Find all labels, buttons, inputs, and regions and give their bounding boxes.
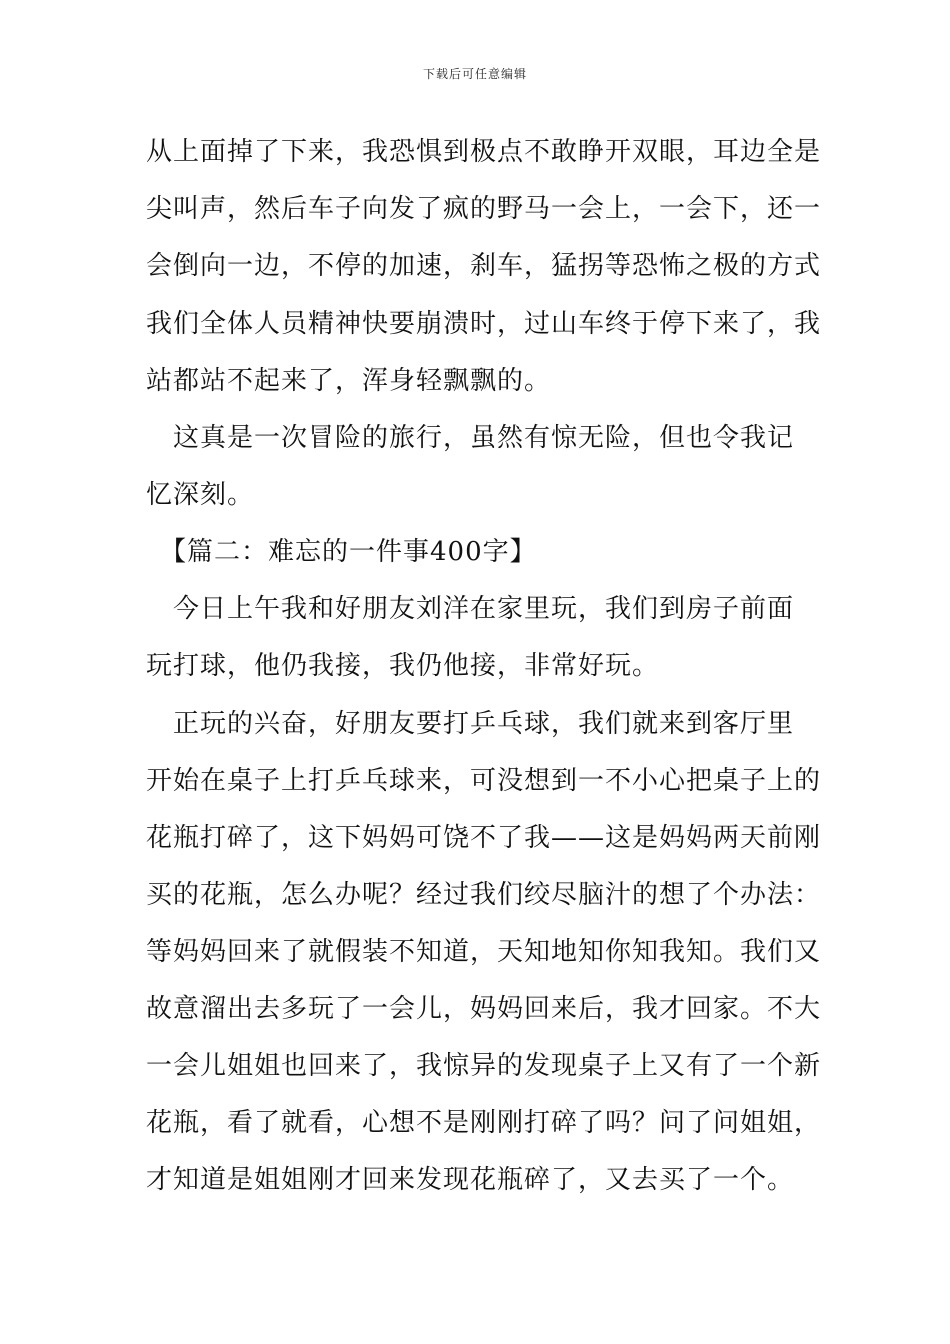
text-line: 今日上午我和好朋友刘洋在家里玩，我们到房子前面: [146, 594, 795, 624]
text-line: 站都站不起来了，浑身轻飘飘的。: [146, 366, 552, 396]
text-line: 等妈妈回来了就假装不知道，天知地知你知我知。我们又: [146, 937, 822, 967]
section-heading: 【篇二：难忘的一件事400字】: [146, 537, 537, 567]
text-line: 忆深刻。: [146, 480, 255, 510]
text-line: 会倒向一边，不停的加速，刹车，猛拐等恐怖之极的方式: [146, 251, 822, 281]
text-line: 花瓶打碎了，这下妈妈可饶不了我——这是妈妈两天前刚: [146, 823, 822, 853]
text-line: 一会儿姐姐也回来了，我惊异的发现桌子上又有了一个新: [146, 1051, 822, 1081]
text-line: 从上面掉了下来，我恐惧到极点不敢睁开双眼，耳边全是: [146, 137, 822, 167]
text-line: 故意溜出去多玩了一会儿，妈妈回来后，我才回家。不大: [146, 994, 822, 1024]
text-line: 正玩的兴奋，好朋友要打乒乓球，我们就来到客厅里: [146, 709, 795, 739]
text-line: 开始在桌子上打乒乓球来，可没想到一不小心把桌子上的: [146, 766, 822, 796]
text-line: 才知道是姐姐刚才回来发现花瓶碎了，又去买了一个。: [146, 1165, 795, 1195]
text-line: 尖叫声，然后车子向发了疯的野马一会上，一会下，还一: [146, 194, 822, 224]
page-header: 下载后可任意编辑: [422, 67, 527, 81]
text-line: 我们全体人员精神快要崩溃时，过山车终于停下来了，我: [146, 309, 822, 339]
text-line: 买的花瓶，怎么办呢？经过我们绞尽脑汁的想了个办法：: [146, 880, 822, 910]
text-line: 玩打球，他仍我接，我仍他接，非常好玩。: [146, 651, 660, 681]
text-line: 花瓶，看了就看，心想不是刚刚打碎了吗？问了问姐姐，: [146, 1108, 822, 1138]
text-line: 这真是一次冒险的旅行，虽然有惊无险，但也令我记: [146, 423, 795, 453]
